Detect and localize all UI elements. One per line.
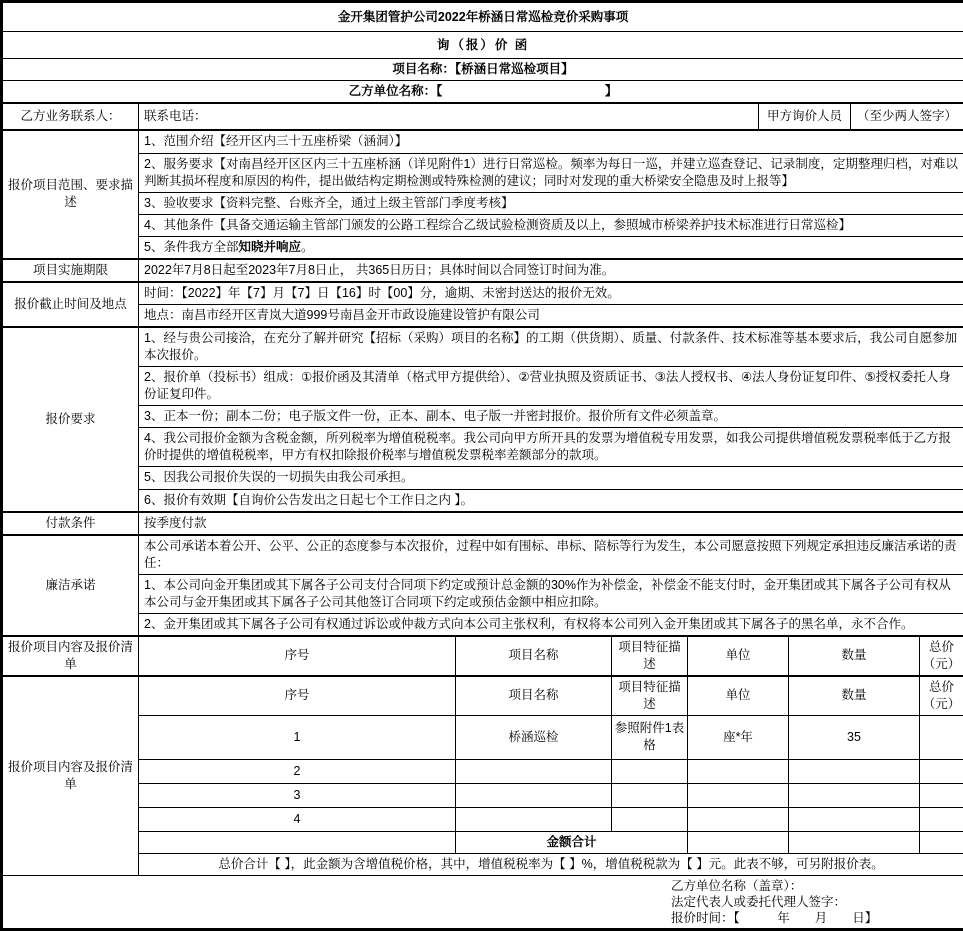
column-header-no: 序号 [139, 636, 456, 676]
scope-item: 4、其他条件【具备交通运输主管部门颁发的公路工程综合乙级试验检测资质及以上，参照城市桥梁养护技术标准进行日常巡检】 [139, 214, 963, 236]
footer-signature-area [2, 875, 963, 929]
column-header-feature: 项目特征描述 [612, 676, 688, 716]
quote-requirement-item: 3、正本一份；副本二份；电子版文件一份，正本、副本、电子版一并密封报价。报价所有文件必须盖章。 [139, 405, 963, 427]
row-qty [789, 783, 920, 807]
integrity-section-label: 廉洁承诺 [2, 535, 139, 636]
row-feature [612, 759, 688, 783]
row-unit [688, 759, 789, 783]
row-name [456, 759, 612, 783]
quote-requirements-label: 报价要求 [2, 327, 139, 512]
row-name [456, 783, 612, 807]
quote-requirement-item: 5、因我公司报价失误的一切损失由我公司承担。 [139, 466, 963, 489]
column-header-total: 总价（元） [920, 636, 963, 676]
row-unit: 座*年 [688, 715, 789, 759]
row-no: 3 [139, 783, 456, 807]
row-total [920, 759, 963, 783]
quote-requirement-item: 4、我公司报价金额为含税金额，所列税率为增值税税率。我公司向甲方所开具的发票为增值税专用发票，如我公司提供增值税发票税率低于乙方报价时提供的增值税税率，甲方有权扣除报价税率与增值税发票税率差额部分的款项。 [139, 427, 963, 466]
document-subtitle: 询（报）价 函 [2, 32, 963, 59]
row-no: 4 [139, 807, 456, 831]
party-b-name-line: 乙方单位名称：【 】 [2, 81, 963, 104]
scope-item: 3、验收要求【资料完整、台账齐全，通过上级主管部门季度考核】 [139, 192, 963, 214]
table-row [2, 759, 963, 783]
amount-total-label: 金额合计 [456, 831, 688, 853]
quote-list-label: 报价项目内容及报价清单 [2, 636, 139, 676]
row-total [920, 715, 963, 759]
column-header-feature: 项目特征描述 [612, 636, 688, 676]
document-title: 金开集团管护公司2022年桥涵日常巡检竞价采购事项 [2, 2, 963, 32]
column-header-qty: 数量 [789, 636, 920, 676]
table-row [2, 715, 963, 759]
scope-item-5 [139, 236, 963, 259]
scope-item: 2、服务要求【对南昌经开区区内三十五座桥涵（详见附件1）进行日常巡检。频率为每日一巡，并建立巡查登记、记录制度，定期整理归档，对难以判断其损坏程度和原因的构件，提出做结构定期检测或特殊检测的建议；同时对发现的重大桥梁安全隐患及时上报等】 [139, 153, 963, 192]
column-header-no: 序号 [139, 676, 456, 716]
scope-item: 1、范围介绍【经开区内三十五座桥梁（涵洞）】 [139, 130, 963, 153]
column-header-name: 项目名称 [456, 636, 612, 676]
party-b-seal-line: 乙方单位名称（盖章）： [671, 878, 958, 894]
amount-total-row [2, 831, 963, 853]
quote-list-label: 报价项目内容及报价清单 [2, 676, 139, 876]
payment-terms-label: 付款条件 [2, 512, 139, 535]
amount-total-qty-cell [789, 831, 920, 853]
row-qty: 35 [789, 715, 920, 759]
duration-value: 2022年7月8日起至2023年7月8日止， 共365日历日；具体时间以合同签订时间为准。 [139, 259, 963, 282]
project-name-line: 项目名称：【桥涵日常巡检项目】 [2, 59, 963, 81]
integrity-intro: 本公司承诺本着公开、公平、公正的态度参与本次报价，过程中如有围标、串标、陪标等行为发生，本公司愿意按照下列规定承担违反廉洁承诺的责任： [139, 535, 963, 575]
quote-date-line: 报价时间：【 年 月 日】 [671, 910, 958, 926]
integrity-item: 2、金开集团或其下属各子公司有权通过诉讼或仲裁方式向本公司主张权利，有权将本公司列入金开集团或其下属各子的黑名单，永不合作。 [139, 613, 963, 636]
deadline-section-label: 报价截止时间及地点 [2, 282, 139, 327]
row-name [456, 807, 612, 831]
row-unit [688, 807, 789, 831]
row-qty [789, 807, 920, 831]
table-row [2, 807, 963, 831]
scope-item-5-suffix: 。 [301, 240, 314, 254]
row-feature: 参照附件1表格 [612, 715, 688, 759]
scope-item-5-prefix: 5、条件我方全部 [144, 240, 238, 254]
integrity-item: 1、本公司向金开集团或其下属各子公司支付合同项下约定或预计总金额的30%作为补偿金，补偿金不能支付时，金开集团或其下属各子公司有权从本公司与金开集团或其下属各子公司其他签订合同项下约定或预估金额中相应扣除。 [139, 574, 963, 613]
deadline-time: 时间：【2022】年【7】月【7】日【16】时【00】分，逾期、未密封送达的报价无效。 [139, 282, 963, 305]
column-header-qty: 数量 [789, 676, 920, 716]
amount-total-value-cell [920, 831, 963, 853]
column-header-unit: 单位 [688, 636, 789, 676]
scope-section-label: 报价项目范围、要求描述 [2, 130, 139, 259]
signature-note: （至少两人签字） [851, 103, 963, 130]
footer-signature-block [671, 878, 958, 926]
row-total [920, 807, 963, 831]
column-header-total: 总价（元） [920, 676, 963, 716]
row-qty [789, 759, 920, 783]
contact-person-label: 乙方业务联系人： [2, 103, 139, 130]
table-row [2, 783, 963, 807]
legal-representative-sign-line: 法定代表人或委托代理人签字： [671, 894, 958, 910]
payment-terms-value: 按季度付款 [139, 512, 963, 535]
row-no: 1 [139, 715, 456, 759]
quote-requirement-item: 2、报价单（投标书）组成：①报价函及其清单（格式甲方提供给）、②营业执照及资质证书、③法人授权书、④法人身份证复印件、⑤授权委托人身份证复印件。 [139, 366, 963, 405]
duration-label: 项目实施期限 [2, 259, 139, 282]
scope-item-5-bold: 知晓并响应 [238, 240, 301, 254]
quote-requirement-item: 1、经与贵公司接洽，在充分了解并研究【招标（采购）项目的名称】的工期（供货期）、质量、付款条件、技术标准等基本要求后，我公司自愿参加本次报价。 [139, 327, 963, 367]
column-header-name: 项目名称 [456, 676, 612, 716]
grand-total-note: 总价合计【 】，此金额为含增值税价格，其中，增值税税率为【 】%，增值税税款为【 】元。此表不够，可另附报价表。 [139, 853, 963, 875]
row-no: 2 [139, 759, 456, 783]
deadline-place: 地点：南昌市经开区青岚大道999号南昌金开市政设施建设管护有限公司 [139, 304, 963, 327]
row-feature [612, 783, 688, 807]
amount-total-empty-cell [139, 831, 456, 853]
row-feature [612, 807, 688, 831]
quote-requirement-item: 6、报价有效期【自询价公告发出之日起七个工作日之内 】。 [139, 489, 963, 512]
row-unit [688, 783, 789, 807]
row-name: 桥涵巡检 [456, 715, 612, 759]
amount-total-unit-cell [688, 831, 789, 853]
party-a-inquirer-label: 甲方询价人员 [759, 103, 851, 130]
row-total [920, 783, 963, 807]
column-header-unit: 单位 [688, 676, 789, 716]
contact-phone-field: 联系电话： [139, 103, 759, 130]
